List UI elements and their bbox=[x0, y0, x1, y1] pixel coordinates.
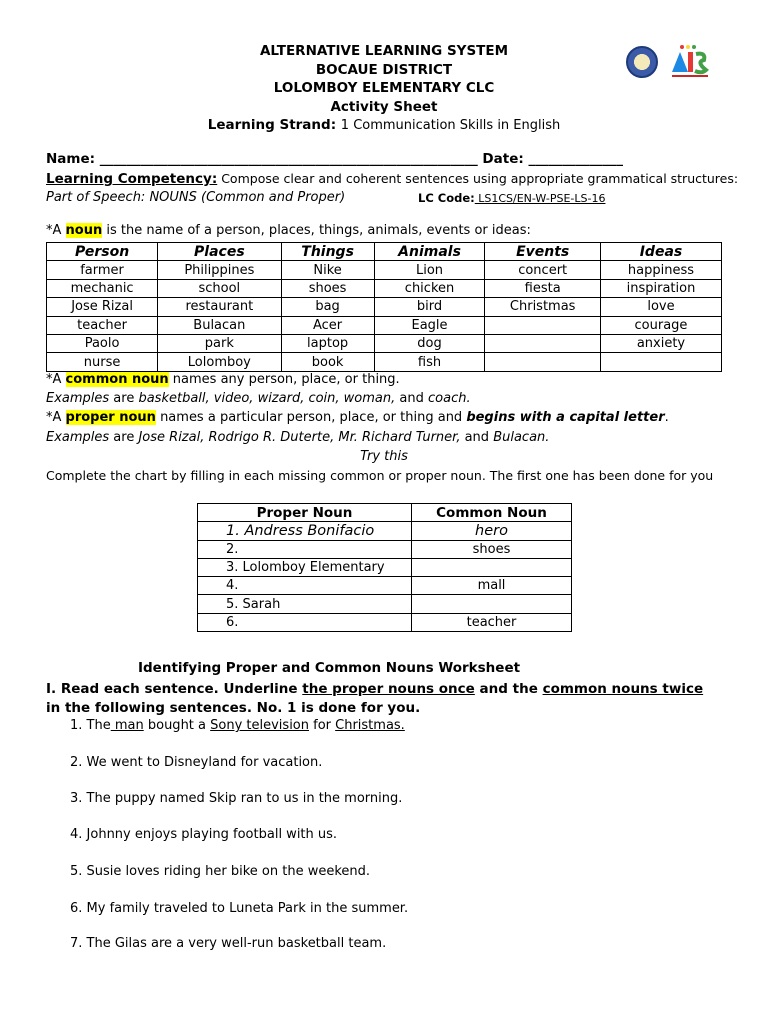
table-row bbox=[47, 334, 722, 352]
noun-category-table bbox=[46, 242, 722, 372]
table-header-animals: Animals bbox=[374, 243, 485, 261]
table-cell: chicken bbox=[374, 279, 485, 297]
table-cell: Christmas bbox=[485, 298, 601, 316]
examples-and: and bbox=[395, 391, 428, 406]
common-def-prefix: *A bbox=[46, 372, 66, 387]
table-cell: dog bbox=[374, 334, 485, 352]
table-cell bbox=[600, 353, 721, 371]
sentence-2: 2. We went to Disneyland for vacation. bbox=[70, 755, 323, 770]
noun-def-prefix: *A bbox=[46, 223, 66, 238]
sentence-1-man: man bbox=[110, 718, 144, 733]
table-cell: inspiration bbox=[600, 279, 721, 297]
table-cell: bag bbox=[281, 298, 374, 316]
strand-label: Learning Strand: bbox=[207, 117, 337, 133]
examples-label: Examples bbox=[46, 391, 110, 406]
common-noun-cell: shoes bbox=[412, 540, 572, 558]
table-cell: Eagle bbox=[374, 316, 485, 334]
common-def-rest: names any person, place, or thing. bbox=[168, 372, 400, 387]
proper-def-prefix: *A bbox=[46, 410, 66, 425]
common-noun-cell: mall bbox=[412, 577, 572, 595]
proper-noun-keyword: proper noun bbox=[65, 410, 156, 425]
common-noun-cell: hero bbox=[412, 522, 572, 540]
sentence-1-bought: bought a bbox=[143, 718, 211, 733]
table-cell: Jose Rizal bbox=[47, 298, 158, 316]
common-noun-cell: teacher bbox=[412, 613, 572, 631]
chart-header-row bbox=[198, 504, 572, 522]
sentence-6: 6. My family traveled to Luneta Park in the summer. bbox=[70, 901, 409, 916]
table-row bbox=[198, 577, 572, 595]
table-cell bbox=[485, 334, 601, 352]
table-row bbox=[198, 595, 572, 613]
proper-noun-cell: 2. bbox=[198, 540, 412, 558]
table-row bbox=[198, 613, 572, 631]
table-cell: Acer bbox=[281, 316, 374, 334]
table-row bbox=[47, 279, 722, 297]
common-noun-definition bbox=[46, 372, 400, 387]
proper-noun-definition bbox=[46, 410, 669, 425]
proper-common-chart-table bbox=[197, 503, 572, 632]
table-header-events: Events bbox=[485, 243, 601, 261]
common-noun-examples bbox=[46, 391, 471, 406]
deped-seal-logo bbox=[626, 46, 658, 78]
header-district: BOCAUE DISTRICT bbox=[315, 61, 453, 78]
common-examples-list: basketball, video, wizard, coin, woman, bbox=[138, 391, 396, 406]
table-cell: fiesta bbox=[485, 279, 601, 297]
table-cell: Lion bbox=[374, 261, 485, 279]
table-row bbox=[198, 540, 572, 558]
common-examples-last: coach. bbox=[428, 391, 471, 406]
common-noun-cell bbox=[412, 558, 572, 576]
try-this-label: Try this bbox=[360, 449, 408, 464]
proper-def-rest: names a particular person, place, or thing and bbox=[155, 410, 467, 425]
table-row bbox=[198, 522, 572, 540]
noun-table-header-row bbox=[47, 243, 722, 261]
table-cell: park bbox=[158, 334, 281, 352]
als-logo bbox=[668, 44, 712, 80]
sentence-1-christmas: Christmas. bbox=[335, 718, 405, 733]
table-cell: Philippines bbox=[158, 261, 281, 279]
table-cell bbox=[485, 353, 601, 371]
worksheet-instructions bbox=[46, 680, 722, 718]
table-cell: Bulacan bbox=[158, 316, 281, 334]
noun-definition bbox=[46, 223, 531, 238]
header-school: LOLOMBOY ELEMENTARY CLC bbox=[273, 80, 495, 96]
chart-header-proper-noun: Proper Noun bbox=[198, 504, 412, 522]
common-noun-keyword: common noun bbox=[65, 372, 169, 387]
proper-noun-cell: 6. bbox=[198, 613, 412, 631]
common-noun-cell bbox=[412, 595, 572, 613]
instr-part-c: and the bbox=[474, 681, 543, 697]
sentence-7: 7. The Gilas are a very well-run basketball team. bbox=[70, 936, 387, 951]
sentence-1 bbox=[70, 718, 405, 733]
sentence-1-start: 1. The bbox=[70, 718, 111, 733]
proper-examples-last: Bulacan. bbox=[493, 430, 550, 445]
lc-code-label: LC Code: bbox=[418, 191, 475, 205]
table-cell: book bbox=[281, 353, 374, 371]
part-of-speech-text: Part of Speech: NOUNS (Common and Proper) bbox=[46, 190, 346, 205]
instr-part-e: in the following sentences. No. 1 is done for you. bbox=[46, 700, 421, 716]
table-cell: laptop bbox=[281, 334, 374, 352]
instr-part-a: I. Read each sentence. Underline bbox=[46, 681, 303, 697]
table-row bbox=[198, 558, 572, 576]
learning-strand bbox=[0, 116, 768, 136]
noun-def-rest: is the name of a person, places, things, animals, events or ideas: bbox=[102, 223, 531, 238]
table-cell: Paolo bbox=[47, 334, 158, 352]
table-cell bbox=[485, 316, 601, 334]
proper-examples-list: Jose Rizal, Rodrigo R. Duterte, Mr. Richard Turner, bbox=[138, 430, 461, 445]
table-cell: fish bbox=[374, 353, 485, 371]
table-row bbox=[47, 261, 722, 279]
table-header-ideas: Ideas bbox=[600, 243, 721, 261]
chart-instruction: Complete the chart by filling in each missing common or proper noun. The first one has been done for you bbox=[46, 468, 714, 483]
header-activity-sheet: Activity Sheet bbox=[330, 98, 438, 115]
noun-keyword: noun bbox=[65, 223, 103, 238]
worksheet-title: Identifying Proper and Common Nouns Worksheet bbox=[138, 660, 521, 676]
learning-competency bbox=[46, 171, 738, 187]
table-header-places: Places bbox=[158, 243, 281, 261]
proper-noun-cell: 4. bbox=[198, 577, 412, 595]
proper-def-end: . bbox=[664, 410, 669, 425]
table-cell: happiness bbox=[600, 261, 721, 279]
header-system: ALTERNATIVE LEARNING SYSTEM bbox=[259, 43, 509, 59]
table-row bbox=[47, 316, 722, 334]
table-header-person: Person bbox=[47, 243, 158, 261]
instr-proper-once: the proper nouns once bbox=[302, 681, 475, 697]
table-cell: farmer bbox=[47, 261, 158, 279]
strand-value: 1 Communication Skills in English bbox=[340, 118, 561, 133]
table-cell: Lolomboy bbox=[158, 353, 281, 371]
table-cell: Nike bbox=[281, 261, 374, 279]
table-cell: mechanic bbox=[47, 279, 158, 297]
examples-connector: are bbox=[109, 430, 139, 445]
proper-noun-cell: 5. Sarah bbox=[198, 595, 412, 613]
table-header-things: Things bbox=[281, 243, 374, 261]
table-cell: shoes bbox=[281, 279, 374, 297]
chart-header-common-noun: Common Noun bbox=[412, 504, 572, 522]
sentence-4: 4. Johnny enjoys playing football with us. bbox=[70, 827, 338, 842]
table-cell: school bbox=[158, 279, 281, 297]
sentence-3: 3. The puppy named Skip ran to us in the morning. bbox=[70, 791, 403, 806]
table-cell: teacher bbox=[47, 316, 158, 334]
table-cell: concert bbox=[485, 261, 601, 279]
examples-label: Examples bbox=[46, 430, 110, 445]
sentence-1-sony: Sony television bbox=[210, 718, 309, 733]
lc-code-value: LS1CS/EN-W-PSE-LS-16 bbox=[474, 192, 606, 205]
proper-noun-cell: 1. Andress Bonifacio bbox=[198, 522, 412, 540]
name-date-line: Name: ________________________________________________________ Date: ______________ bbox=[46, 151, 623, 167]
table-cell: restaurant bbox=[158, 298, 281, 316]
part-of-speech bbox=[46, 190, 345, 205]
table-cell: anxiety bbox=[600, 334, 721, 352]
table-row bbox=[47, 353, 722, 371]
sentence-1-for: for bbox=[309, 718, 336, 733]
proper-def-emphasis: begins with a capital letter bbox=[466, 410, 665, 425]
proper-noun-cell: 3. Lolomboy Elementary bbox=[198, 558, 412, 576]
competency-label: Learning Competency: bbox=[46, 171, 218, 187]
table-cell: bird bbox=[374, 298, 485, 316]
examples-connector: are bbox=[109, 391, 139, 406]
table-row bbox=[47, 298, 722, 316]
table-cell: love bbox=[600, 298, 721, 316]
examples-and: and bbox=[460, 430, 494, 445]
competency-text: Compose clear and coherent sentences using appropriate grammatical structures: bbox=[217, 171, 739, 186]
table-cell: nurse bbox=[47, 353, 158, 371]
table-cell: courage bbox=[600, 316, 721, 334]
instr-common-twice: common nouns twice bbox=[542, 681, 704, 697]
sentence-5: 5. Susie loves riding her bike on the weekend. bbox=[70, 864, 371, 879]
proper-noun-examples bbox=[46, 430, 549, 445]
lc-code bbox=[418, 191, 605, 205]
